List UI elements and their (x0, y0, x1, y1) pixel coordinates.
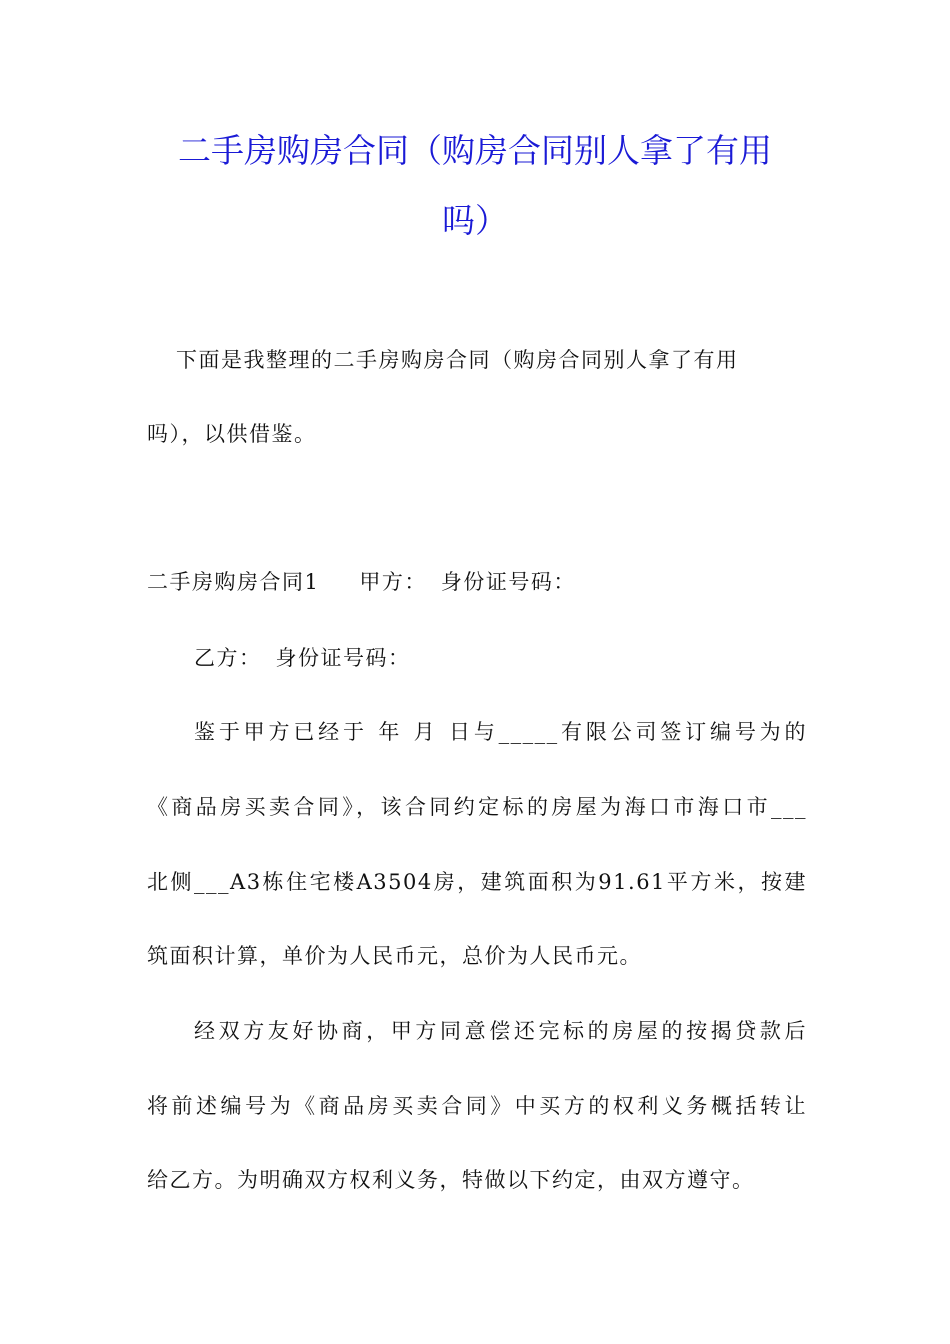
party-b-row (194, 648, 807, 669)
paragraph-2-line-1: 经双方友好协商，甲方同意偿还完标的房屋的按揭贷款后 (194, 1019, 807, 1043)
paragraph-1-line-4: 筑面积计算，单价为人民币元，总价为人民币元。 (147, 944, 642, 968)
party-b-id-label: 身份证号码： (275, 646, 411, 670)
contract-heading-row (147, 572, 807, 593)
party-b-label: 乙方： (194, 646, 262, 670)
paragraph-1-line-2: 《商品房买卖合同》，该合同约定标的房屋为海口市海口市___ (147, 795, 807, 819)
party-a-label: 甲方： (359, 570, 427, 594)
party-a-id-label: 身份证号码： (440, 570, 576, 594)
document-title-line-2: 吗） (442, 201, 508, 240)
contract-heading: 二手房购房合同1 (147, 570, 320, 594)
paragraph-1-line-1: 鉴于甲方已经于 年 月 日与_____有限公司签订编号为的 (194, 720, 807, 744)
paragraph-2-line-2: 将前述编号为《商品房买卖合同》中买方的权利义务概括转让 (147, 1094, 807, 1118)
intro-line-2: 吗），以供借鉴。 (147, 422, 317, 446)
intro-line-1: 下面是我整理的二手房购房合同（购房合同别人拿了有用 (176, 348, 739, 372)
document-title-line-1: 二手房购房合同（购房合同别人拿了有用 (178, 131, 772, 170)
paragraph-2-line-3: 给乙方。为明确双方权利义务，特做以下约定，由双方遵守。 (147, 1168, 755, 1192)
paragraph-1-line-3: 北侧___A3栋住宅楼A3504房，建筑面积为91.61平方米，按建 (147, 870, 807, 894)
